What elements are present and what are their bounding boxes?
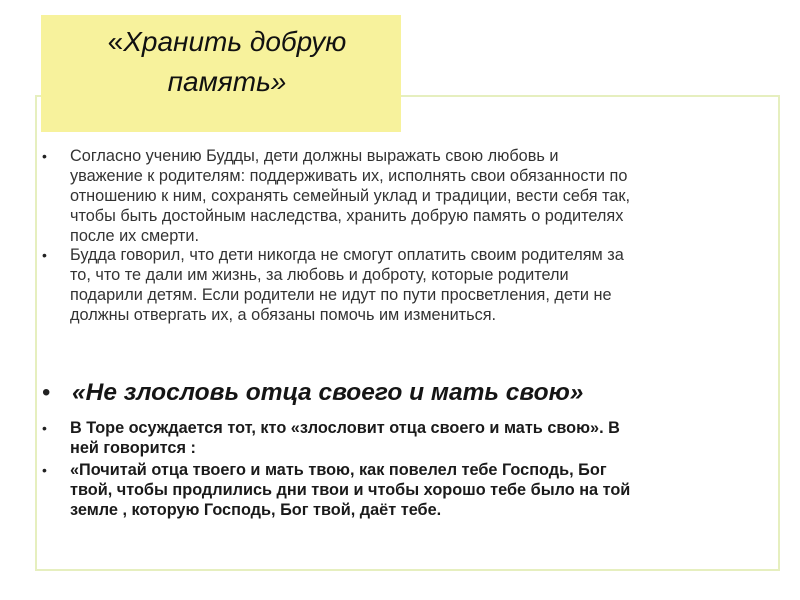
paragraph-torah-1: В Торе осуждается тот, кто «злословит отца своего и мать свою». В ней говорится : [70, 419, 620, 457]
bullet-dot: • [42, 148, 47, 164]
paragraph-buddha-2: Будда говорил, что дети никогда не смогут оплатить своим родителям за то, что те дали им жизнь, за любовь и доброту, которые родители подарили детям. Если родители не идут по пути просветления, дети не должны отвергать их, а обязаны помочь им измениться. [70, 246, 624, 324]
bullet-dot: • [42, 420, 47, 436]
title-line-1: Хранить добрую [123, 26, 347, 57]
title-open-quote: « [107, 26, 124, 57]
paragraph-torah-2: «Почитай отца твоего и мать твою, как повелел тебе Господь, Бог твой, чтобы продлились дни твои и чтобы хорошо тебе было на той земле , которую Господь, Бог твой, даёт тебе. [70, 461, 631, 519]
slide-title [62, 22, 392, 102]
paragraph-buddha-1: Согласно учению Будды, дети должны выражать свою любовь и уважение к родителям: поддерживать их, исполнять свои обязанности по отношению к ним, сохранять семейный уклад и традиции, вести себя так, чтобы быть достойным наследства, хранить добрую память о родителях после их смерти. [70, 147, 631, 245]
bullet-dot: • [42, 379, 51, 406]
section-heading: «Не злословь отца своего и мать свою» [72, 379, 584, 406]
title-line-2: память» [167, 66, 287, 97]
bullet-dot: • [42, 247, 47, 263]
bullet-dot: • [42, 462, 47, 478]
